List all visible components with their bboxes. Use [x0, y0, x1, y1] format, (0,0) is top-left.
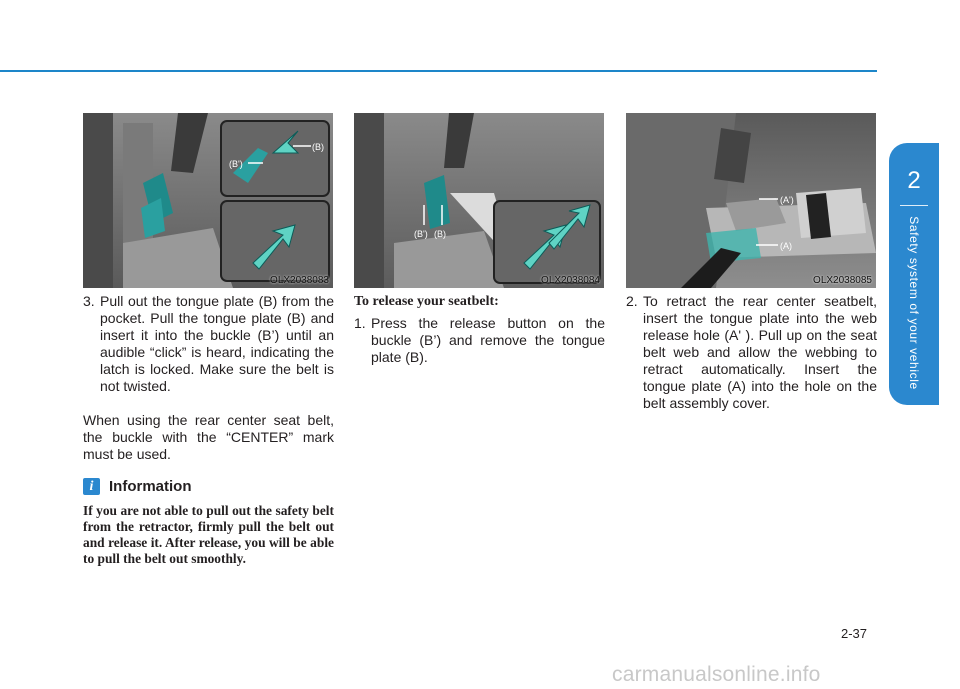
column-3 — [626, 293, 877, 412]
step-3-text: Pull out the tongue plate (B) from the pocket. Pull the tongue plate (B) and insert it into the buckle (B’) until an audible “click” is heard, indicating the latch is locked. Make sure the belt is not twisted. — [100, 293, 334, 394]
information-title: Information — [109, 478, 192, 495]
step-3 — [83, 293, 334, 395]
figure-3-illustration — [626, 113, 876, 288]
watermark[interactable]: carmanualsonline.info — [612, 663, 821, 686]
figure-3 — [626, 113, 876, 288]
information-text: If you are not able to pull out the safety belt from the retractor, firmly pull the belt out and release it. After release, you will be able to pull the belt out smoothly. — [83, 503, 334, 566]
figure-2-code: OLX2038084 — [541, 275, 600, 286]
figure-1-label-b-prime: (B') — [229, 159, 243, 169]
figure-1 — [83, 113, 333, 288]
figure-3-code: OLX2038085 — [813, 275, 872, 286]
step-2-number: 2. — [626, 293, 638, 309]
chapter-divider — [900, 205, 928, 206]
chapter-number: 2 — [907, 167, 921, 194]
step-2 — [626, 293, 877, 412]
information-heading — [83, 478, 334, 495]
figure-2-label-b: (B) — [434, 229, 446, 239]
step-3-number: 3. — [83, 293, 95, 309]
figure-3-label-a-prime: (A') — [780, 195, 794, 205]
figure-1-illustration — [83, 113, 333, 288]
figure-2-label-b-prime: (B') — [414, 229, 428, 239]
figure-1-label-b: (B) — [312, 142, 324, 152]
page-number: 2-37 — [841, 626, 868, 641]
figure-2-illustration — [354, 113, 604, 288]
column-1 — [83, 293, 334, 567]
figure-2 — [354, 113, 604, 288]
figure-3-label-a: (A) — [780, 241, 792, 251]
info-icon: i — [83, 478, 100, 495]
figure-1-code: OLX2038083 — [270, 275, 329, 286]
step-1-number: 1. — [354, 315, 366, 331]
header-rule — [0, 70, 877, 72]
step-2-text: To retract the rear center seatbelt, insert the tongue plate into the web release hole (A' ). Pull up on the seat belt web and allow the webbing to retract automatically. Insert the tongue plate (A) into the hole on the belt assembly cover. — [643, 293, 877, 411]
center-belt-note: When using the rear center seat belt, the buckle with the “CENTER” mark must be used. — [83, 412, 334, 462]
chapter-title: Safety system of your vehicle — [907, 216, 921, 390]
step-1-text: Press the release button on the buckle (B’) and remove the tongue plate (B). — [371, 315, 605, 365]
release-seatbelt-heading: To release your seatbelt: — [354, 294, 499, 309]
chapter-tab[interactable] — [889, 143, 939, 405]
step-1 — [354, 315, 605, 366]
column-2 — [354, 293, 605, 366]
